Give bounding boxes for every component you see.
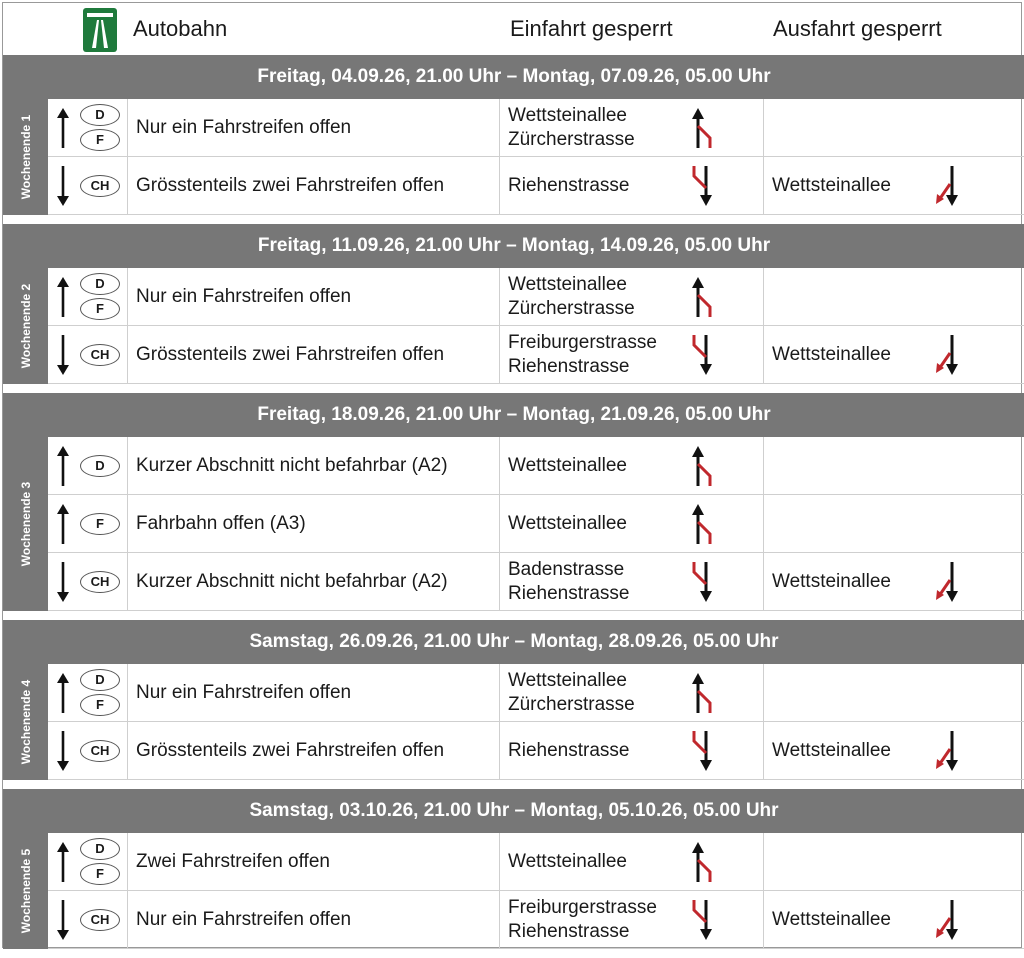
on-ramp-up-icon <box>692 108 716 148</box>
country-code-badge: F <box>80 129 120 151</box>
off-ramp-down-icon <box>934 335 958 375</box>
arrow-down-icon <box>56 900 70 940</box>
arrow-up-icon <box>56 108 70 148</box>
country-code-badge: F <box>80 863 120 885</box>
status-text: Nur ein Fahrstreifen offen <box>136 116 352 138</box>
status-cell <box>128 437 500 494</box>
entry-names <box>508 273 635 321</box>
entry-names <box>508 896 657 944</box>
weekend-label: Wochenende 3 <box>18 481 33 567</box>
direction-cell <box>48 891 128 948</box>
arrow-up-icon <box>56 673 70 713</box>
arrow-down-icon <box>56 335 70 375</box>
country-code-badge: CH <box>80 344 120 366</box>
entry-name: Wettsteinallee <box>508 669 627 691</box>
arrow-down-icon <box>56 562 70 602</box>
entry-closed-cell <box>500 268 764 325</box>
direction-cell <box>48 326 128 383</box>
status-text: Grösstenteils zwei Fahrstreifen offen <box>136 343 445 365</box>
period-bar: Freitag, 04.09.26, 21.00 Uhr – Montag, 07.09.26, 05.00 Uhr <box>3 55 1024 99</box>
on-ramp-up-icon <box>692 673 716 713</box>
exit-name: Wettsteinallee <box>772 908 891 930</box>
entry-name: Zürcherstrasse <box>508 128 635 150</box>
entry-name: Wettsteinallee <box>508 104 627 126</box>
header-exit-closed: Ausfahrt gesperrt <box>773 16 942 41</box>
table-row <box>48 157 1024 215</box>
exit-name: Wettsteinallee <box>772 570 891 592</box>
arrow-down-icon <box>56 166 70 206</box>
off-ramp-down-icon <box>934 562 958 602</box>
weekend-label: Wochenende 5 <box>18 848 33 934</box>
on-ramp-up-icon <box>692 673 716 713</box>
entry-name: Freiburgerstrasse <box>508 331 657 353</box>
on-ramp-up-icon <box>692 842 716 882</box>
arrow-up-icon <box>56 842 70 882</box>
entry-names <box>508 850 627 874</box>
arrow-up-icon <box>56 504 70 544</box>
status-cell <box>128 495 500 552</box>
off-ramp-down-icon <box>934 731 960 771</box>
entry-closed-cell <box>500 833 764 890</box>
country-code-badge: D <box>80 273 120 295</box>
arrow-up-icon <box>56 108 70 148</box>
on-ramp-up-icon <box>692 446 716 486</box>
period-bar: Freitag, 18.09.26, 21.00 Uhr – Montag, 21.09.26, 05.00 Uhr <box>3 393 1024 437</box>
off-ramp-down-icon <box>934 731 958 771</box>
table-row <box>48 891 1024 949</box>
weekend-label: Wochenende 2 <box>18 283 33 369</box>
country-code-badge: CH <box>80 740 120 762</box>
off-ramp-down-icon <box>934 900 960 940</box>
arrow-down-icon <box>56 900 70 940</box>
status-cell <box>128 722 500 779</box>
weekend-label: Wochenende 4 <box>18 679 33 765</box>
direction-cell <box>48 437 128 494</box>
entry-names <box>508 739 629 763</box>
exit-closed-cell <box>764 664 1024 721</box>
country-code-badge: CH <box>80 909 120 931</box>
exit-name: Wettsteinallee <box>772 174 891 196</box>
country-code-badge: D <box>80 455 120 477</box>
entry-names <box>508 558 629 606</box>
off-ramp-down-icon <box>934 335 960 375</box>
exit-name: Wettsteinallee <box>772 739 891 761</box>
on-ramp-down-icon <box>692 166 716 206</box>
entry-closed-cell <box>500 326 764 383</box>
on-ramp-up-icon <box>692 504 716 544</box>
off-ramp-down-icon <box>934 166 960 206</box>
entry-closed-cell <box>500 437 764 494</box>
status-text: Grösstenteils zwei Fahrstreifen offen <box>136 739 445 761</box>
header-entry-closed: Einfahrt gesperrt <box>510 16 673 41</box>
weekend-side-label <box>3 664 48 780</box>
entry-closed-cell <box>500 495 764 552</box>
table-row <box>48 268 1024 326</box>
status-cell <box>128 891 500 948</box>
exit-closed-cell <box>764 833 1024 890</box>
arrow-down-icon <box>56 731 70 771</box>
on-ramp-up-icon <box>692 446 716 486</box>
status-text: Zwei Fahrstreifen offen <box>136 850 330 872</box>
entry-closed-cell <box>500 553 764 610</box>
status-cell <box>128 268 500 325</box>
entry-closed-cell <box>500 157 764 214</box>
status-cell <box>128 157 500 214</box>
arrow-down-icon <box>56 731 70 771</box>
country-code-badge: D <box>80 104 120 126</box>
exit-closed-cell <box>764 268 1024 325</box>
exit-closed-cell <box>764 326 1024 383</box>
weekend-block <box>3 789 1024 949</box>
entry-closed-cell <box>500 664 764 721</box>
entry-name: Riehenstrasse <box>508 355 630 377</box>
on-ramp-down-icon <box>692 731 716 771</box>
off-ramp-down-icon <box>934 562 960 602</box>
arrow-up-icon <box>56 446 70 486</box>
status-text: Kurzer Abschnitt nicht befahrbar (A2) <box>136 454 448 476</box>
entry-names <box>508 512 627 536</box>
arrow-up-icon <box>56 277 70 317</box>
direction-cell <box>48 722 128 779</box>
status-cell <box>128 664 500 721</box>
exit-names <box>772 570 891 594</box>
weekend-side-label <box>3 833 48 949</box>
on-ramp-up-icon <box>692 108 716 148</box>
arrow-up-icon <box>56 504 70 544</box>
status-text: Kurzer Abschnitt nicht befahrbar (A2) <box>136 570 448 592</box>
weekend-side-label <box>3 99 48 215</box>
status-cell <box>128 553 500 610</box>
arrow-down-icon <box>56 166 70 206</box>
period-bar: Freitag, 11.09.26, 21.00 Uhr – Montag, 14.09.26, 05.00 Uhr <box>3 224 1024 268</box>
off-ramp-down-icon <box>934 900 958 940</box>
off-ramp-down-icon <box>934 166 958 206</box>
status-cell <box>128 99 500 156</box>
table-row <box>48 99 1024 157</box>
entry-name: Riehenstrasse <box>508 582 630 604</box>
on-ramp-down-icon <box>692 562 716 602</box>
status-text: Nur ein Fahrstreifen offen <box>136 908 352 930</box>
weekend-block <box>3 393 1024 611</box>
period-bar: Samstag, 26.09.26, 21.00 Uhr – Montag, 28.09.26, 05.00 Uhr <box>3 620 1024 664</box>
country-code-badge: F <box>80 298 120 320</box>
table-row <box>48 833 1024 891</box>
period-bar: Samstag, 03.10.26, 21.00 Uhr – Montag, 05.10.26, 05.00 Uhr <box>3 789 1024 833</box>
arrow-down-icon <box>56 335 70 375</box>
weekend-label: Wochenende 1 <box>18 114 33 200</box>
on-ramp-down-icon <box>692 900 716 940</box>
entry-names <box>508 669 635 717</box>
table-row <box>48 664 1024 722</box>
exit-closed-cell <box>764 553 1024 610</box>
exit-closed-cell <box>764 157 1024 214</box>
status-text: Grösstenteils zwei Fahrstreifen offen <box>136 174 445 196</box>
on-ramp-down-icon <box>692 562 716 602</box>
entry-name: Riehenstrasse <box>508 174 630 196</box>
direction-cell <box>48 99 128 156</box>
exit-closed-cell <box>764 437 1024 494</box>
status-cell <box>128 833 500 890</box>
table-row <box>48 553 1024 611</box>
table-header <box>3 3 1024 55</box>
direction-cell <box>48 268 128 325</box>
entry-name: Wettsteinallee <box>508 273 627 295</box>
direction-cell <box>48 553 128 610</box>
entry-name: Riehenstrasse <box>508 739 630 761</box>
status-text: Nur ein Fahrstreifen offen <box>136 285 352 307</box>
table-row <box>48 495 1024 553</box>
entry-names <box>508 331 657 379</box>
on-ramp-down-icon <box>692 166 716 206</box>
on-ramp-down-icon <box>692 731 716 771</box>
direction-cell <box>48 833 128 890</box>
entry-name: Riehenstrasse <box>508 920 630 942</box>
exit-closed-cell <box>764 722 1024 779</box>
weekend-side-label <box>3 268 48 384</box>
weekend-side-label <box>3 437 48 611</box>
exit-names <box>772 174 891 198</box>
exit-closed-cell <box>764 495 1024 552</box>
arrow-up-icon <box>56 277 70 317</box>
arrow-up-icon <box>56 673 70 713</box>
exit-name: Wettsteinallee <box>772 343 891 365</box>
on-ramp-down-icon <box>692 900 716 940</box>
weekend-block <box>3 55 1024 215</box>
arrow-up-icon <box>56 842 70 882</box>
entry-closed-cell <box>500 891 764 948</box>
country-code-badge: D <box>80 838 120 860</box>
country-code-badge: CH <box>80 175 120 197</box>
entry-name: Wettsteinallee <box>508 512 627 534</box>
on-ramp-down-icon <box>692 335 716 375</box>
entry-names <box>508 454 627 478</box>
arrow-down-icon <box>56 562 70 602</box>
exit-closed-cell <box>764 99 1024 156</box>
on-ramp-up-icon <box>692 277 716 317</box>
country-code-badge: CH <box>80 571 120 593</box>
on-ramp-up-icon <box>692 504 716 544</box>
entry-name: Wettsteinallee <box>508 454 627 476</box>
header-autobahn: Autobahn <box>133 16 228 41</box>
status-text: Fahrbahn offen (A3) <box>136 512 306 534</box>
on-ramp-down-icon <box>692 335 716 375</box>
exit-names <box>772 343 891 367</box>
table-row <box>48 326 1024 384</box>
direction-cell <box>48 495 128 552</box>
status-cell <box>128 326 500 383</box>
table-row <box>48 722 1024 780</box>
entry-name: Zürcherstrasse <box>508 297 635 319</box>
exit-names <box>772 739 891 763</box>
entry-names <box>508 174 629 198</box>
table-row <box>48 437 1024 495</box>
entry-names <box>508 104 635 152</box>
on-ramp-up-icon <box>692 842 716 882</box>
exit-closed-cell <box>764 891 1024 948</box>
weekend-block <box>3 620 1024 780</box>
entry-name: Badenstrasse <box>508 558 625 580</box>
direction-cell <box>48 664 128 721</box>
entry-name: Freiburgerstrasse <box>508 896 657 918</box>
status-text: Nur ein Fahrstreifen offen <box>136 681 352 703</box>
country-code-badge: D <box>80 669 120 691</box>
direction-cell <box>48 157 128 214</box>
on-ramp-up-icon <box>692 277 716 317</box>
motorway-sign-icon <box>83 8 117 52</box>
entry-name: Wettsteinallee <box>508 850 627 872</box>
exit-names <box>772 908 891 932</box>
country-code-badge: F <box>80 694 120 716</box>
entry-closed-cell <box>500 99 764 156</box>
closure-table <box>2 2 1022 948</box>
arrow-up-icon <box>56 446 70 486</box>
country-code-badge: F <box>80 513 120 535</box>
entry-closed-cell <box>500 722 764 779</box>
weekend-block <box>3 224 1024 384</box>
entry-name: Zürcherstrasse <box>508 693 635 715</box>
